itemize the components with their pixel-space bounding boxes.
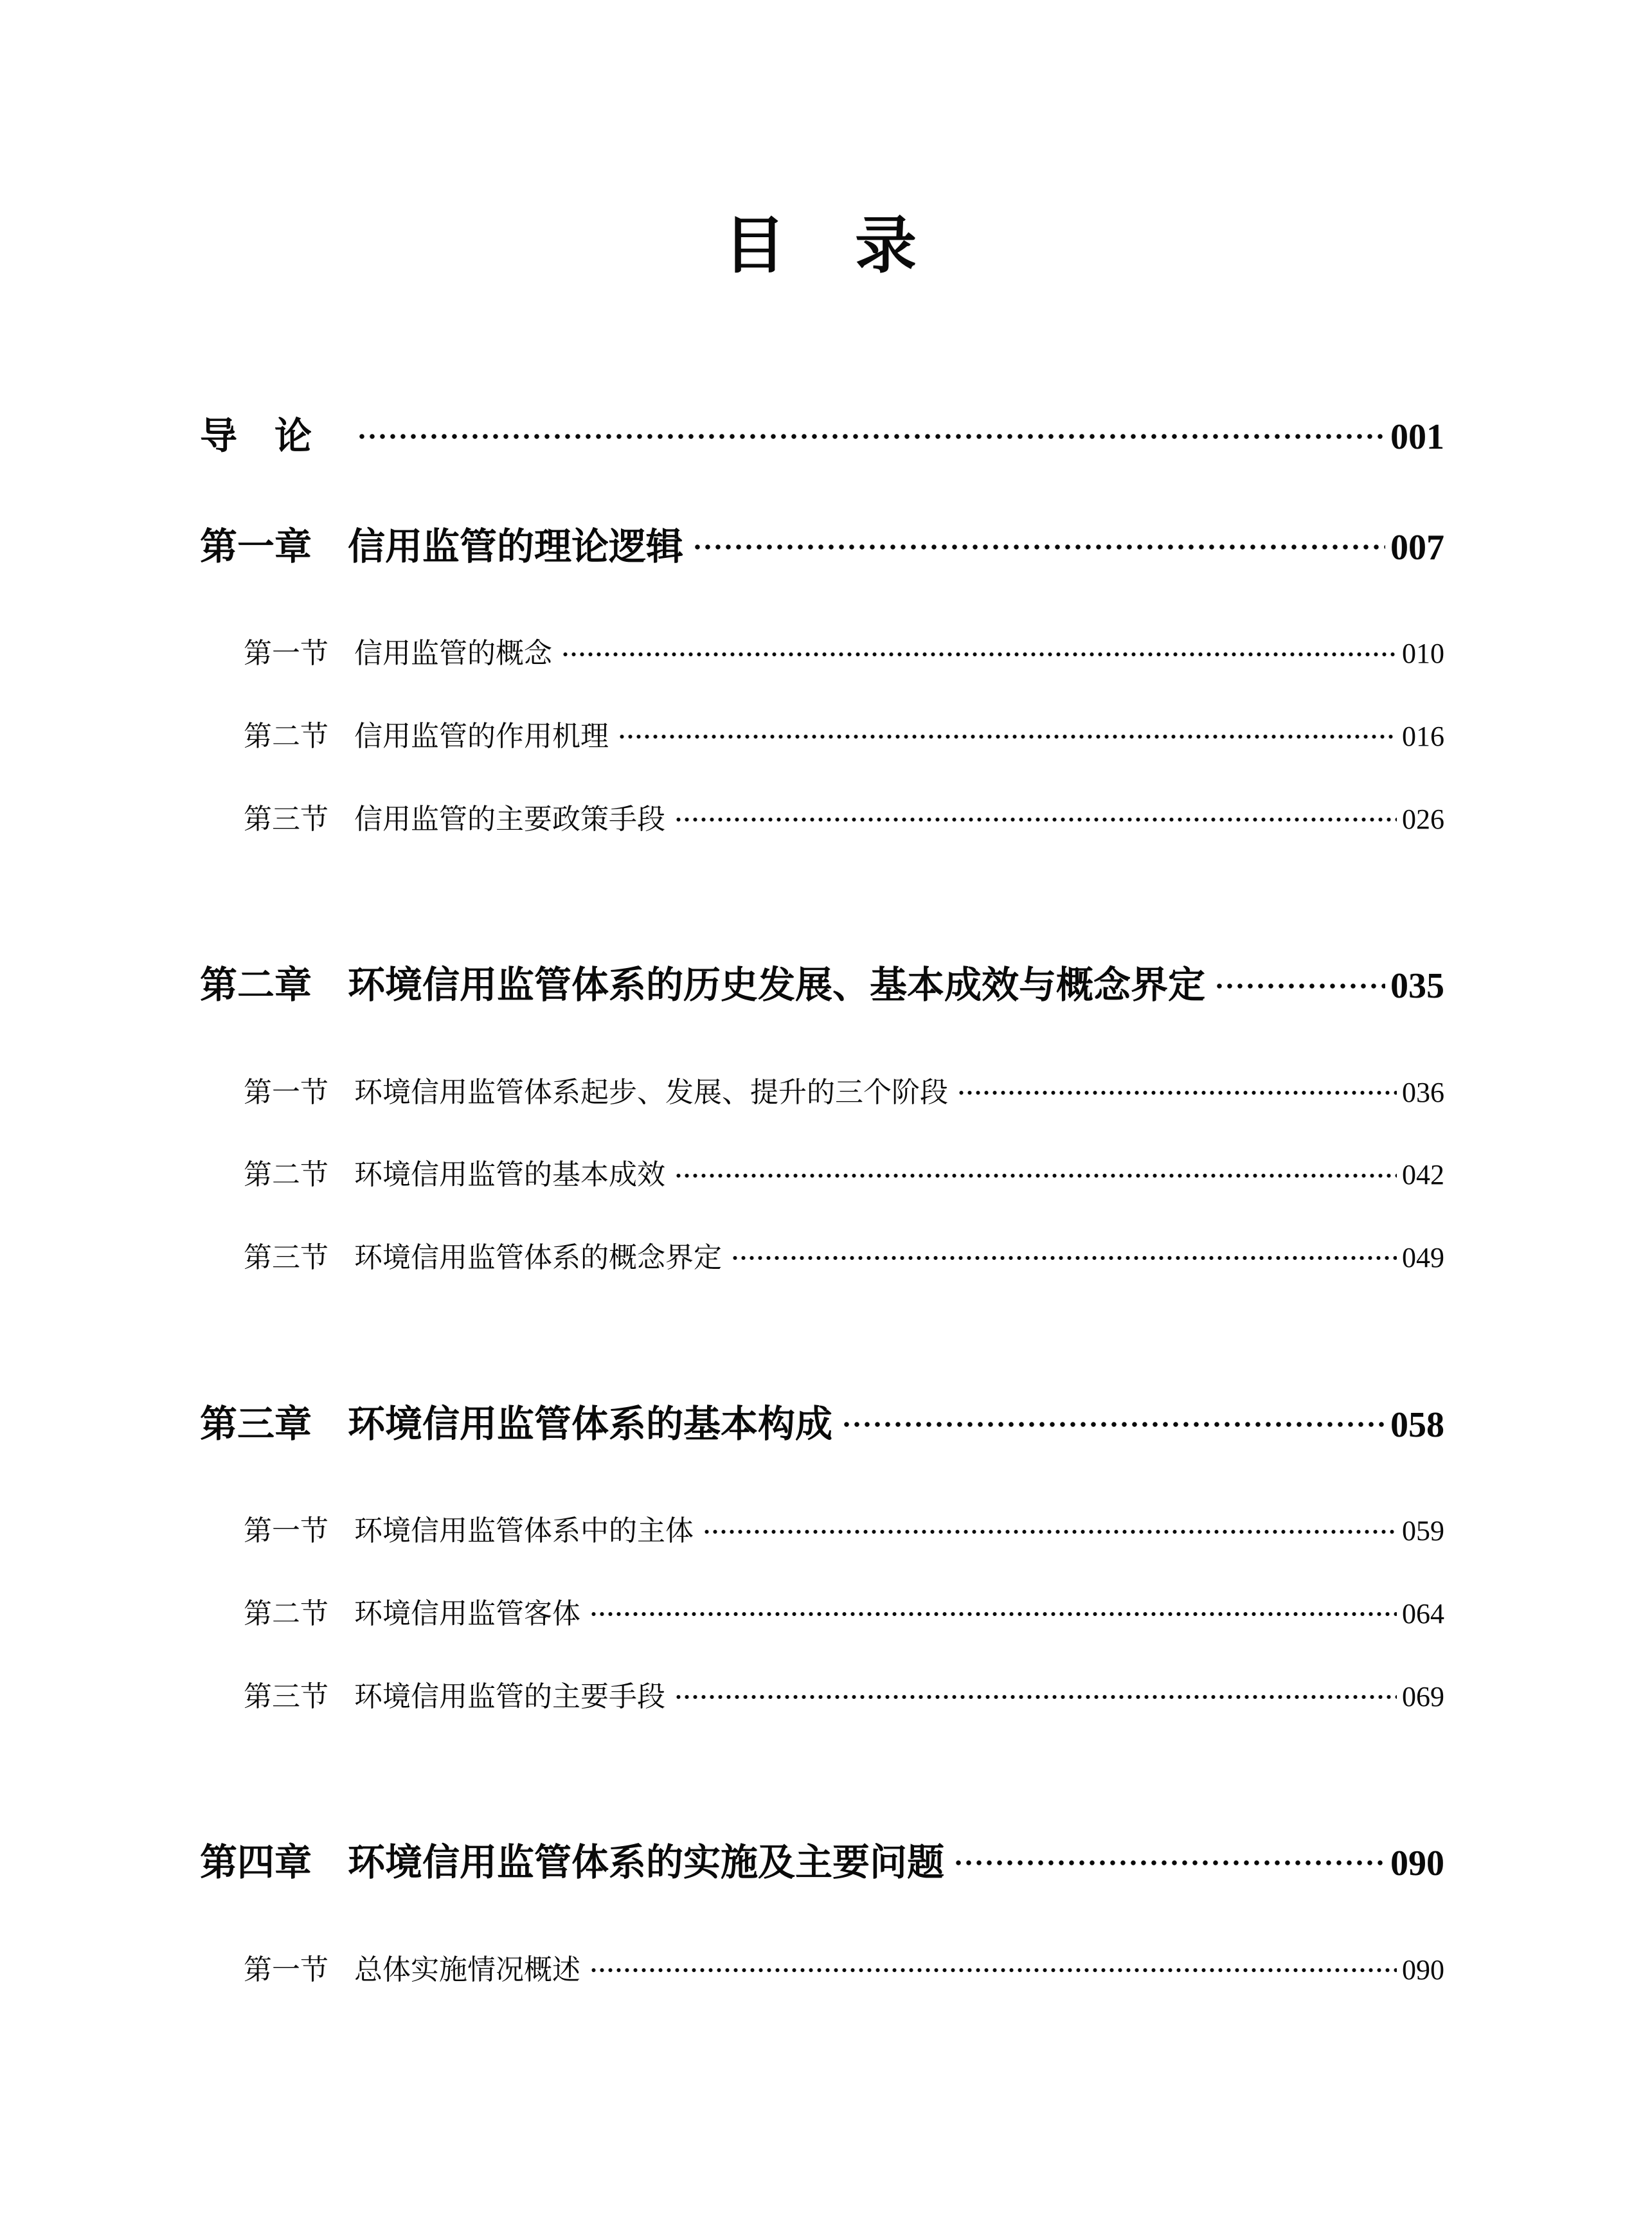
dot-leader	[1214, 981, 1385, 991]
toc-entry	[200, 1077, 1444, 1109]
entry-page-number: 010	[1402, 638, 1444, 670]
entry-page-number: 090	[1390, 1844, 1444, 1884]
entry-page-number: 035	[1390, 966, 1444, 1007]
dot-leader	[674, 1692, 1397, 1702]
entry-label: 第三节	[244, 1680, 328, 1712]
entry-page-number: 064	[1402, 1597, 1444, 1629]
toc-entry	[200, 964, 1444, 1007]
entry-title: 环境信用监管的基本成效	[354, 1159, 665, 1191]
dot-leader	[953, 1858, 1385, 1868]
entry-title: 环境信用监管体系的基本构成	[348, 1403, 833, 1445]
toc-entry	[200, 1403, 1444, 1446]
entry-page-number: 058	[1390, 1405, 1444, 1445]
entry-page-number: 026	[1402, 803, 1444, 835]
entry-page-number: 001	[1390, 417, 1444, 457]
entry-label: 第一章	[200, 525, 312, 568]
toc-entry	[200, 1954, 1444, 1987]
toc-entry	[200, 526, 1444, 569]
toc-entry	[200, 721, 1444, 753]
toc-entry	[200, 415, 1444, 458]
entry-page-number: 049	[1402, 1242, 1444, 1274]
entry-title: 信用监管的概念	[354, 638, 552, 670]
toc-list	[200, 415, 1444, 1986]
entry-title: 信用监管的作用机理	[354, 720, 609, 752]
entry-page-number: 042	[1402, 1159, 1444, 1191]
dot-leader	[703, 1527, 1397, 1537]
entry-page-number: 090	[1402, 1953, 1444, 1986]
entry-label: 第三节	[244, 1242, 328, 1274]
entry-title: 信用监管的主要政策手段	[354, 803, 665, 835]
dot-leader	[674, 1171, 1397, 1181]
toc-entry	[200, 1242, 1444, 1275]
page-title: 目 录	[724, 211, 920, 280]
entry-label: 第二节	[244, 1597, 328, 1629]
toc-entry	[200, 1515, 1444, 1548]
dot-leader	[731, 1253, 1397, 1263]
entry-title: 环境信用监管体系的概念界定	[354, 1242, 722, 1274]
toc-entry	[200, 638, 1444, 670]
entry-title: 环境信用监管体系起步、发展、提升的三个阶段	[354, 1076, 948, 1108]
entry-label: 第四章	[200, 1842, 312, 1884]
dot-leader	[357, 431, 1385, 442]
dot-leader	[957, 1088, 1397, 1098]
dot-leader	[618, 732, 1397, 742]
entry-label: 导 论	[200, 415, 312, 457]
dot-leader	[841, 1419, 1385, 1430]
entry-page-number: 007	[1390, 527, 1444, 568]
entry-title: 信用监管的理论逻辑	[348, 525, 684, 568]
entry-page-number: 059	[1402, 1515, 1444, 1547]
entry-label: 第二节	[244, 720, 328, 752]
entry-page-number: 016	[1402, 720, 1444, 752]
entry-title: 环境信用监管体系的实施及主要问题	[348, 1842, 945, 1884]
entry-title: 环境信用监管的主要手段	[354, 1680, 665, 1712]
dot-leader	[692, 542, 1385, 552]
entry-label: 第三章	[200, 1403, 312, 1445]
toc-entry	[200, 1842, 1444, 1885]
entry-title: 环境信用监管客体	[354, 1597, 580, 1629]
entry-label: 第二节	[244, 1159, 328, 1191]
entry-title: 环境信用监管体系中的主体	[354, 1515, 694, 1547]
entry-title: 总体实施情况概述	[354, 1953, 580, 1986]
entry-label: 第一节	[244, 1515, 328, 1547]
toc-entry	[200, 1159, 1444, 1192]
entry-label: 第一节	[244, 1076, 328, 1108]
toc-entry	[200, 1598, 1444, 1631]
entry-page-number: 069	[1402, 1680, 1444, 1712]
dot-leader	[561, 649, 1397, 660]
entry-label: 第三节	[244, 803, 328, 835]
toc-entry	[200, 803, 1444, 836]
dot-leader	[674, 814, 1397, 825]
toc-entry	[200, 1681, 1444, 1714]
entry-label: 第一节	[244, 1953, 328, 1986]
dot-leader	[589, 1609, 1397, 1619]
entry-label: 第二章	[200, 964, 312, 1007]
entry-page-number: 036	[1402, 1076, 1444, 1108]
entry-title: 环境信用监管体系的历史发展、基本成效与概念界定	[348, 964, 1206, 1007]
entry-label: 第一节	[244, 638, 328, 670]
dot-leader	[589, 1965, 1397, 1975]
